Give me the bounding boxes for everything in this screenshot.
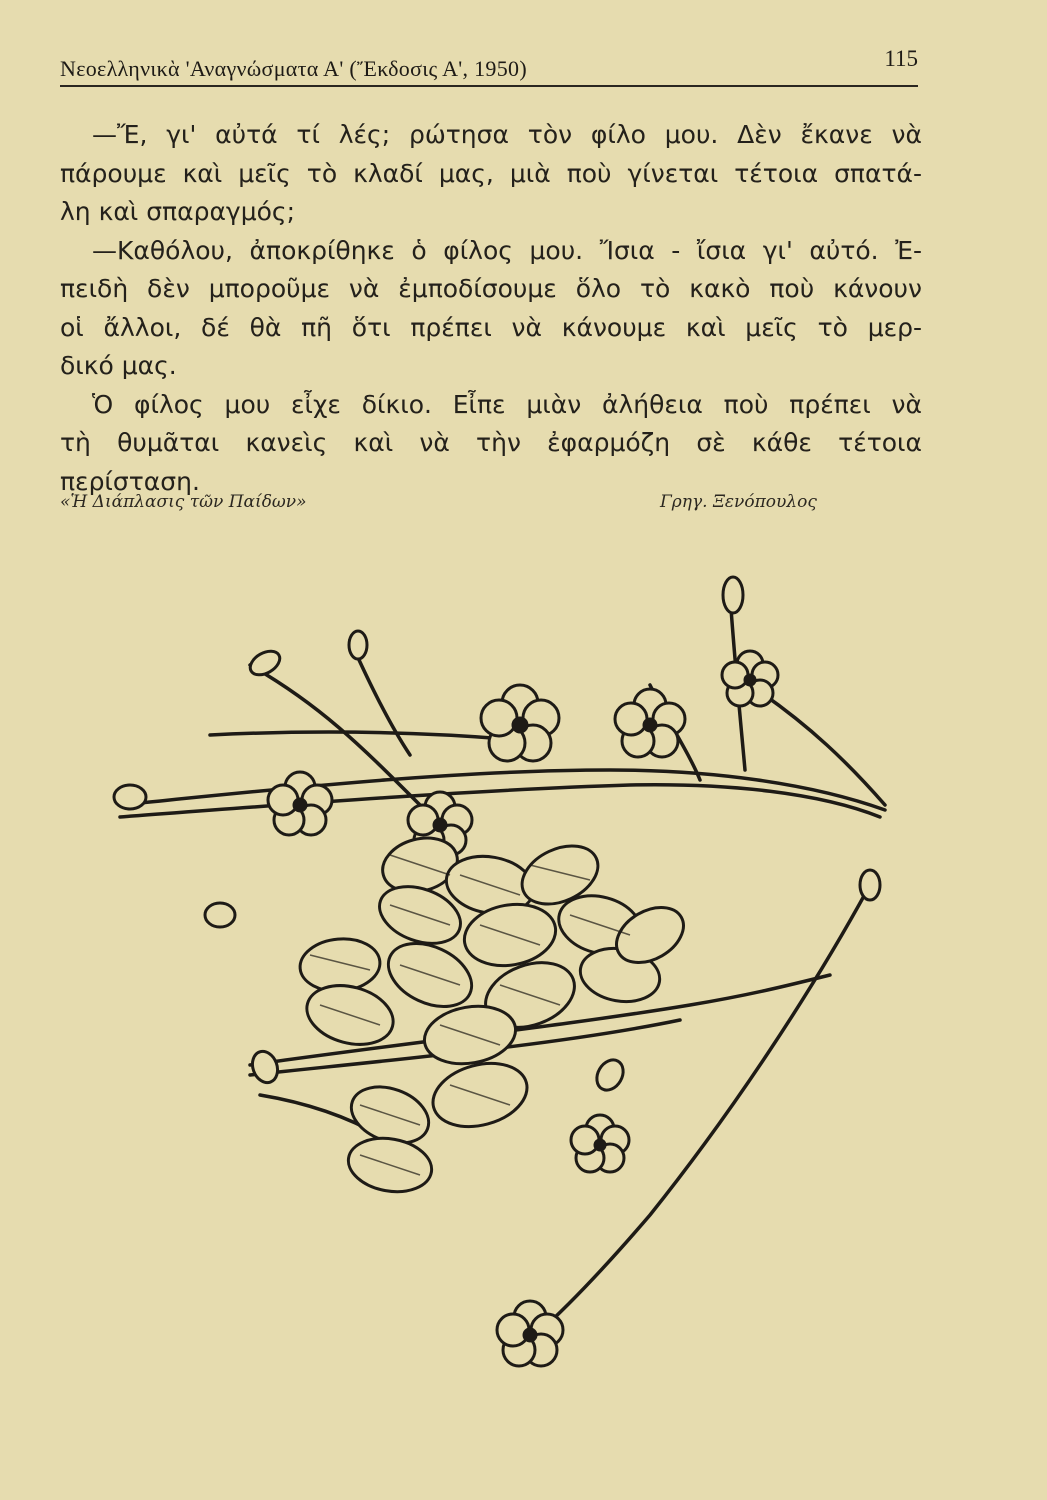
text-line: —Καθόλου, ἀποκρίθηκε ὁ φίλος μου. Ἴσια - ἴσια γι' αὐτό. Ἐ- (92, 235, 922, 265)
text-line: —Ἔ, γι' αὐτά τί λές; ρώτησα τὸν φίλο μου. Δὲν ἔκανε νὰ (92, 120, 922, 149)
text-line: δικό μας. (60, 351, 177, 380)
text-line: περίσταση. (60, 466, 200, 496)
running-head (60, 46, 922, 88)
header-rule (60, 85, 918, 87)
almond-branch-illustration (90, 555, 910, 1425)
text-line: οἱ ἄλλοι, δέ θὰ πῆ ὅτι πρέπει νὰ κάνουμε καὶ μεῖς τὸ μερ- (60, 312, 922, 342)
text-line: πάρουμε καὶ μεῖς τὸ κλαδί μας, μιὰ ποὺ γίνεται τέτοια σπατά- (60, 158, 922, 188)
author-name: Γρηγ. Ξενόπουλος (660, 492, 817, 512)
source-citation: «Ἡ Διάπλασις τῶν Παίδων» (60, 492, 307, 512)
text-line: πειδὴ δὲν μποροῦμε νὰ ἐμποδίσουμε ὅλο τὸ κακὸ ποὺ κάνουν (60, 274, 922, 303)
text-line: Ὁ φίλος μου εἶχε δίκιο. Εἶπε μιὰν ἀλήθεια ποὺ πρέπει νὰ (92, 389, 922, 419)
attribution (60, 492, 922, 522)
text-line: τὴ θυμᾶται κανεὶς καὶ νὰ τὴν ἐφαρμόζη σὲ κάθε τέτοια (60, 428, 922, 457)
page-number: 115 (884, 46, 918, 71)
running-title: Νεοελληνικὰ 'Αναγνώσματα Α' (Ἔκδοσις Α', 1950) (60, 56, 527, 81)
text-line: λη καὶ σπαραγμός; (60, 197, 296, 226)
body-text (60, 116, 922, 501)
